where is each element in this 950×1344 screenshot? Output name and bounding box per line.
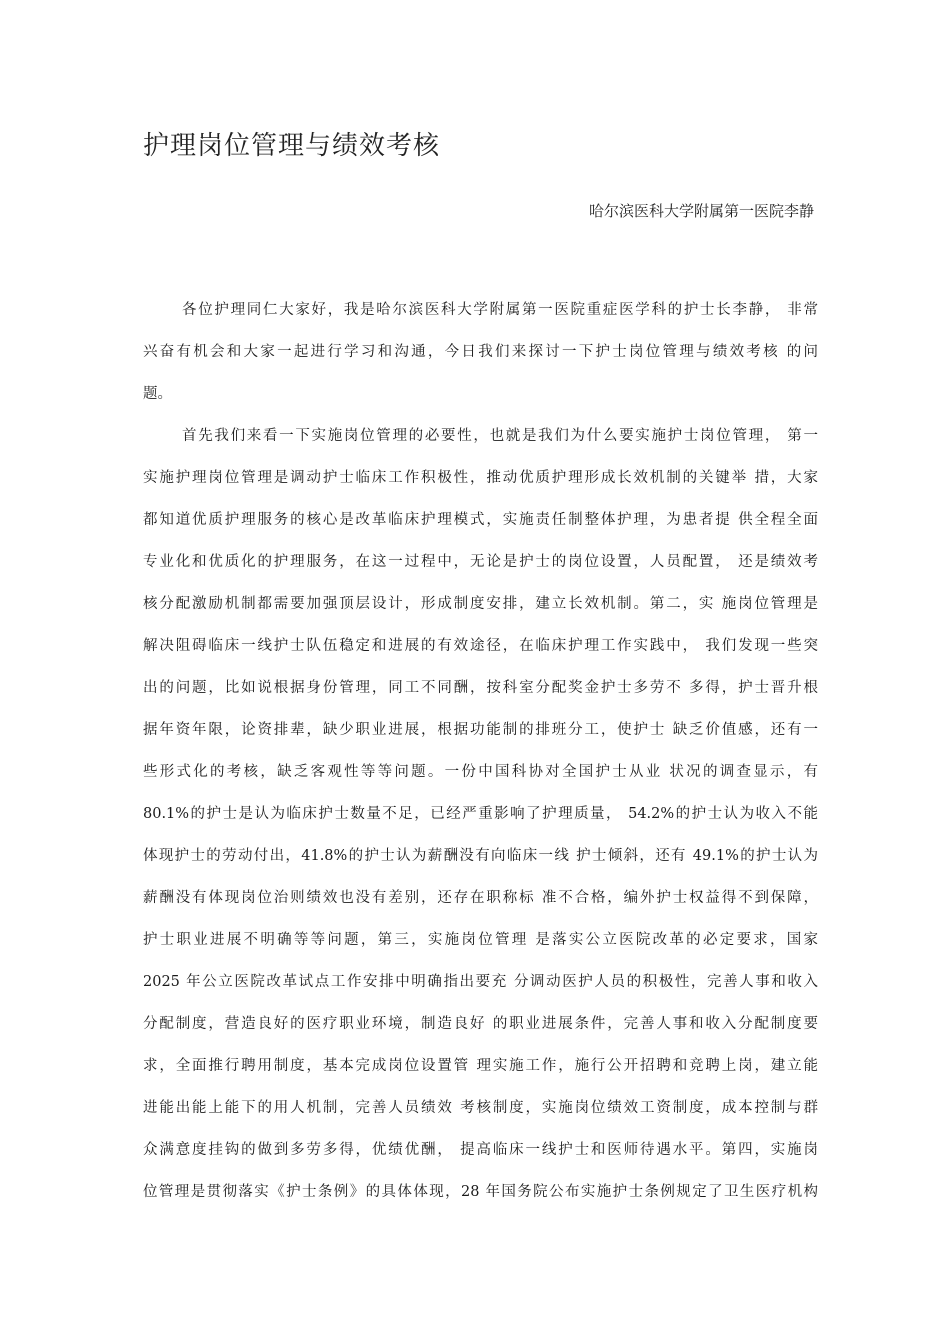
paragraph-2-line-9: 些形式化的考核，缺乏客观性等等问题。一份中国科协对全国护士从业 状况的调查显示，有 <box>143 764 818 780</box>
paragraph-2-line-17: 进能出能上能下的用人机制，完善人员绩效 考核制度，实施岗位绩效工资制度，成本控制与群 <box>143 1100 818 1116</box>
paragraph-2-line-6: 解决阻碍临床一线护士队伍稳定和进展的有效途径，在临床护理工作实践中， 我们发现一些突 <box>143 638 818 654</box>
paragraph-1-line-2: 兴奋有机会和大家一起进行学习和沟通，今日我们来探讨一下护士岗位管理与绩效考核 的问 <box>143 344 818 360</box>
paragraph-2-line-12: 薪酬没有体现岗位治则绩效也没有差别，还存在职称标 准不合格，编外护士权益得不到保障， <box>143 890 818 906</box>
document-author: 哈尔滨医科大学附属第一医院李静 <box>588 202 814 220</box>
document-title: 护理岗位管理与绩效考核 <box>143 131 441 161</box>
paragraph-1-line-1: 各位护理同仁大家好，我是哈尔滨医科大学附属第一医院重症医学科的护士长李静， 非常 <box>182 302 818 318</box>
document-body <box>143 296 818 1220</box>
paragraph-2-line-8: 据年资年限，论资排辈，缺少职业进展，根据功能制的排班分工，使护士 缺乏价值感，还有一 <box>143 722 818 738</box>
paragraph-2-line-11: 体现护士的劳动付出，41.8%的护士认为薪酬没有向临床一线 护士倾斜，还有 49.1%的护士认为 <box>143 848 818 864</box>
paragraph-2-line-3: 都知道优质护理服务的核心是改革临床护理模式，实施责任制整体护理，为患者提 供全程全面 <box>143 512 818 528</box>
paragraph-2-line-19: 位管理是贯彻落实《护士条例》的具体体现，28 年国务院公布实施护士条例规定了卫生医疗机构 <box>143 1184 818 1200</box>
paragraph-2-line-5: 核分配激励机制都需要加强顶层设计，形成制度安排，建立长效机制。第二，实 施岗位管理是 <box>143 596 818 612</box>
paragraph-2-line-16: 求，全面推行聘用制度，基本完成岗位设置管 理实施工作，施行公开招聘和竞聘上岗，建立能 <box>143 1058 818 1074</box>
paragraph-2-line-4: 专业化和优质化的护理服务，在这一过程中，无论是护士的岗位设置，人员配置， 还是绩效考 <box>143 554 818 570</box>
paragraph-2-line-10: 80.1%的护士是认为临床护士数量不足，已经严重影响了护理质量， 54.2%的护士认为收入不能 <box>143 806 818 822</box>
paragraph-2-line-18: 众满意度挂钩的做到多劳多得，优绩优酬， 提高临床一线护士和医师待遇水平。第四，实施岗 <box>143 1142 818 1158</box>
paragraph-2-line-2: 实施护理岗位管理是调动护士临床工作积极性，推动优质护理形成长效机制的关键举 措，大家 <box>143 470 818 486</box>
paragraph-2-line-14: 2025 年公立医院改革试点工作安排中明确指出要充 分调动医护人员的积极性，完善人事和收入 <box>143 974 818 990</box>
paragraph-2-line-7: 出的问题，比如说根据身份管理，同工不同酬，按科室分配奖金护士多劳不 多得，护士晋升根 <box>143 680 818 696</box>
paragraph-1-line-3: 题。 <box>143 386 172 402</box>
paragraph-2-line-15: 分配制度，营造良好的医疗职业环境，制造良好 的职业进展条件，完善人事和收入分配制度要 <box>143 1016 818 1032</box>
paragraph-2-line-1: 首先我们来看一下实施岗位管理的必要性，也就是我们为什么要实施护士岗位管理， 第一 <box>182 428 818 444</box>
paragraph-2-line-13: 护士职业进展不明确等等问题，第三，实施岗位管理 是落实公立医院改革的必定要求，国家 <box>143 932 818 948</box>
